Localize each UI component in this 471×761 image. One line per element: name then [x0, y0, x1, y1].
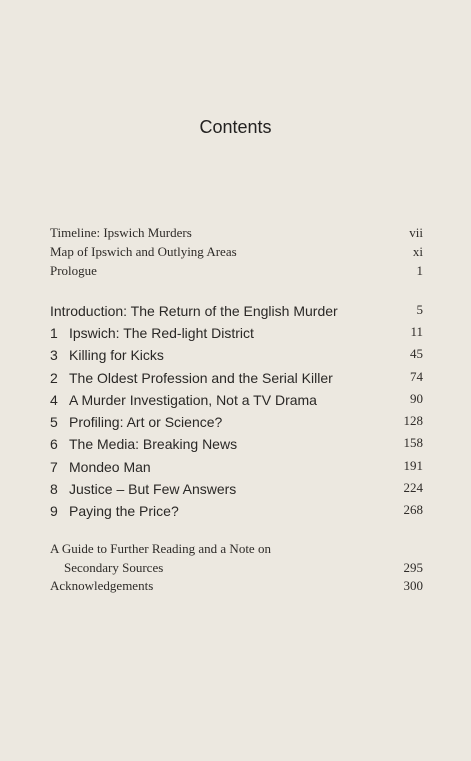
- toc-entry-page: 224: [403, 480, 423, 495]
- toc-entry-page: 191: [403, 458, 423, 473]
- toc-chapter: [50, 368, 423, 388]
- toc-entry-page: 128: [403, 413, 423, 428]
- toc-entry-title: Secondary Sources: [64, 560, 164, 575]
- chapter-title: Mondeo Man: [69, 459, 151, 475]
- toc-entry-title: A Guide to Further Reading and a Note on: [50, 541, 271, 556]
- toc-chapter: [50, 457, 423, 477]
- chapter-title: Ipswich: The Red-light District: [69, 325, 254, 341]
- toc-entry-page: 11: [410, 324, 423, 339]
- page-title: Contents: [199, 117, 272, 137]
- toc-entry-title: Acknowledgements: [50, 578, 154, 593]
- chapter-title: The Media: Breaking News: [69, 436, 238, 452]
- chapter-number: 8: [50, 481, 58, 497]
- toc-entry-page: 90: [410, 391, 423, 406]
- toc-chapter: [50, 390, 423, 410]
- chapter-number: 7: [50, 459, 58, 475]
- toc-entry-secondary-sources: [50, 559, 423, 579]
- toc-entry-page: 158: [403, 435, 423, 450]
- toc-chapter: [50, 434, 423, 454]
- chapter-title: A Murder Investigation, Not a TV Drama: [69, 392, 317, 408]
- toc-entry-page: 74: [410, 369, 423, 384]
- toc-entry-title: Timeline: Ipswich Murders: [50, 225, 192, 240]
- toc-chapter: [50, 323, 423, 343]
- chapter-number: 2: [50, 370, 58, 386]
- chapter-number: 6: [50, 436, 58, 452]
- toc-entry-title: Prologue: [50, 263, 97, 278]
- chapter-number: 3: [50, 347, 58, 363]
- chapter-title: Justice – But Few Answers: [69, 481, 237, 497]
- chapter-number: 5: [50, 414, 58, 430]
- toc-entry-introduction: [50, 301, 423, 321]
- toc-entry-page: 5: [416, 302, 423, 317]
- toc-entry-page: xi: [412, 244, 423, 259]
- toc-entry-prologue: [50, 262, 423, 282]
- chapter-title: Paying the Price?: [69, 503, 179, 519]
- toc-entry-timeline: [50, 224, 423, 244]
- toc-entry-page: 295: [403, 560, 423, 575]
- toc-entry-page: vii: [409, 225, 423, 240]
- toc-entry-further-reading: [50, 540, 423, 560]
- toc-entry-map: [50, 243, 423, 263]
- toc-entry-title: Map of Ipswich and Outlying Areas: [50, 244, 237, 259]
- toc-entry-title: Introduction: The Return of the English Murder: [50, 303, 338, 319]
- chapter-number: 4: [50, 392, 58, 408]
- toc-chapter: [50, 479, 423, 499]
- chapter-number: 1: [50, 325, 58, 341]
- chapter-title: Profiling: Art or Science?: [69, 414, 223, 430]
- toc-entry-acknowledgements: [50, 577, 423, 597]
- chapter-number: 9: [50, 503, 58, 519]
- toc-chapter: [50, 412, 423, 432]
- toc-chapter: [50, 501, 423, 521]
- toc-entry-page: 268: [403, 502, 423, 517]
- toc-chapter: [50, 345, 423, 365]
- toc-entry-page: 45: [410, 346, 423, 361]
- toc-entry-page: 1: [416, 263, 423, 278]
- chapter-title: The Oldest Profession and the Serial Killer: [69, 370, 333, 386]
- toc-entry-page: 300: [403, 578, 423, 593]
- chapter-title: Killing for Kicks: [69, 347, 164, 363]
